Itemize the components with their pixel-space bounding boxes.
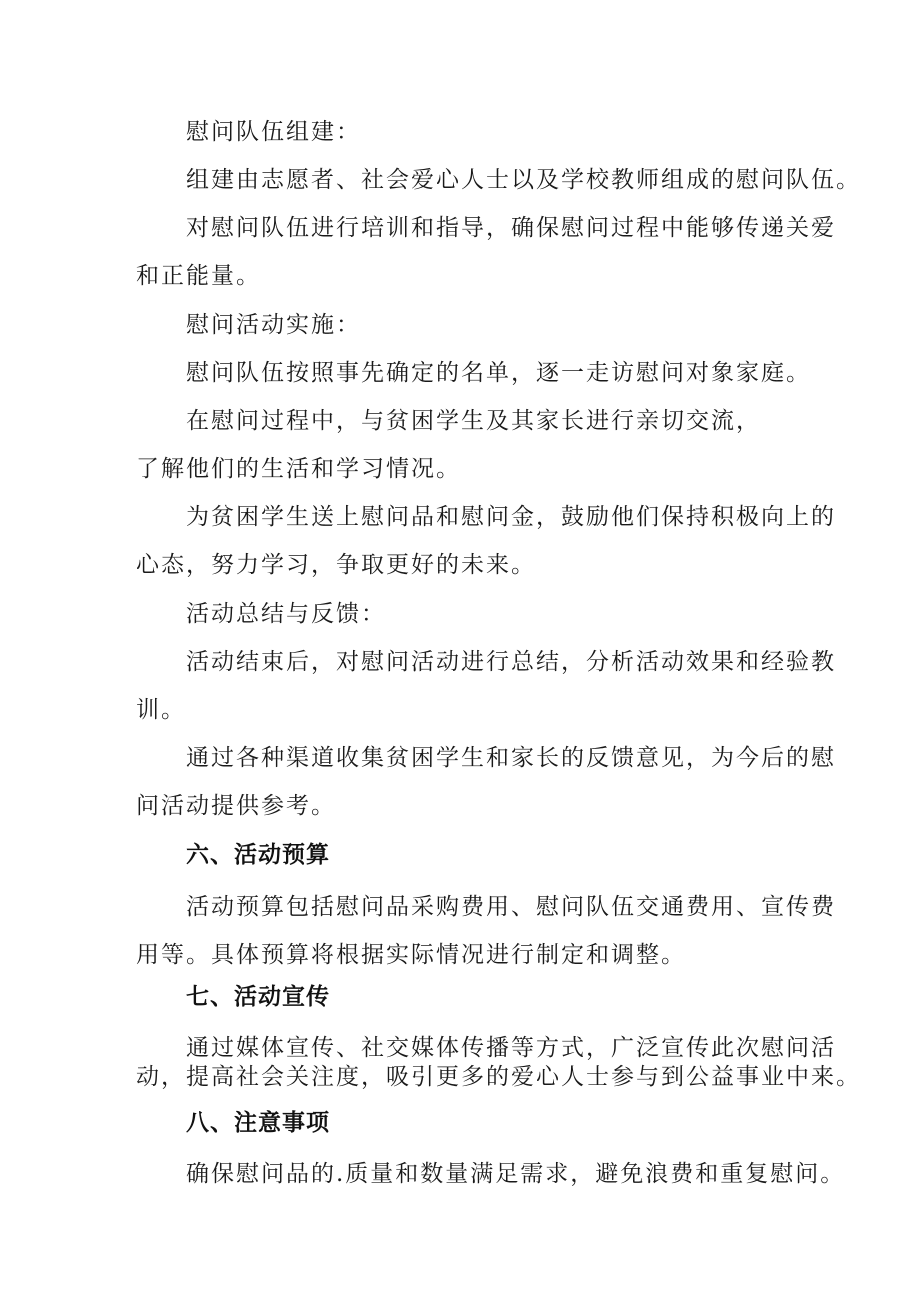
- section-heading-budget: 六、活动预算: [186, 842, 330, 868]
- paragraph-line: 在慰问过程中，与贫困学生及其家长进行亲切交流，: [186, 408, 761, 434]
- paragraph-line: 心态，努力学习，争取更好的未来。: [136, 552, 536, 578]
- paragraph-line: 通过媒体宣传、社交媒体传播等方式，广泛宣传此次慰问活: [186, 1035, 836, 1061]
- paragraph-line: 问活动提供参考。: [136, 793, 336, 819]
- paragraph-line: 活动预算包括慰问品采购费用、慰问队伍交通费用、宣传费: [186, 894, 836, 920]
- paragraph-line: 确保慰问品的.质量和数量满足需求，避免浪费和重复慰问。: [186, 1161, 846, 1187]
- subheading-activity-implementation: 慰问活动实施：: [186, 312, 361, 338]
- paragraph-line: 和正能量。: [136, 263, 261, 289]
- paragraph-line: 用等。具体预算将根据实际情况进行制定和调整。: [136, 942, 686, 968]
- subheading-team-formation: 慰问队伍组建：: [186, 119, 361, 145]
- section-heading-notes: 八、注意事项: [186, 1110, 330, 1136]
- section-heading-publicity: 七、活动宣传: [186, 984, 330, 1010]
- paragraph-line: 动，提高社会关注度，吸引更多的爱心人士参与到公益事业中来。: [136, 1064, 861, 1090]
- paragraph-line: 对慰问队伍进行培训和指导，确保慰问过程中能够传递关爱: [186, 215, 836, 241]
- paragraph-line: 活动结束后，对慰问活动进行总结，分析活动效果和经验教: [186, 649, 836, 675]
- paragraph-line: 为贫困学生送上慰问品和慰问金，鼓励他们保持积极向上的: [186, 504, 836, 530]
- paragraph-line: 了解他们的生活和学习情况。: [136, 456, 461, 482]
- paragraph-line: 训。: [136, 697, 186, 723]
- paragraph-line: 通过各种渠道收集贫困学生和家长的反馈意见，为今后的慰: [186, 745, 836, 771]
- subheading-summary-feedback: 活动总结与反馈：: [186, 601, 386, 627]
- paragraph-line: 组建由志愿者、社会爱心人士以及学校教师组成的慰问队伍。: [186, 167, 861, 193]
- paragraph-line: 慰问队伍按照事先确定的名单，逐一走访慰问对象家庭。: [186, 360, 811, 386]
